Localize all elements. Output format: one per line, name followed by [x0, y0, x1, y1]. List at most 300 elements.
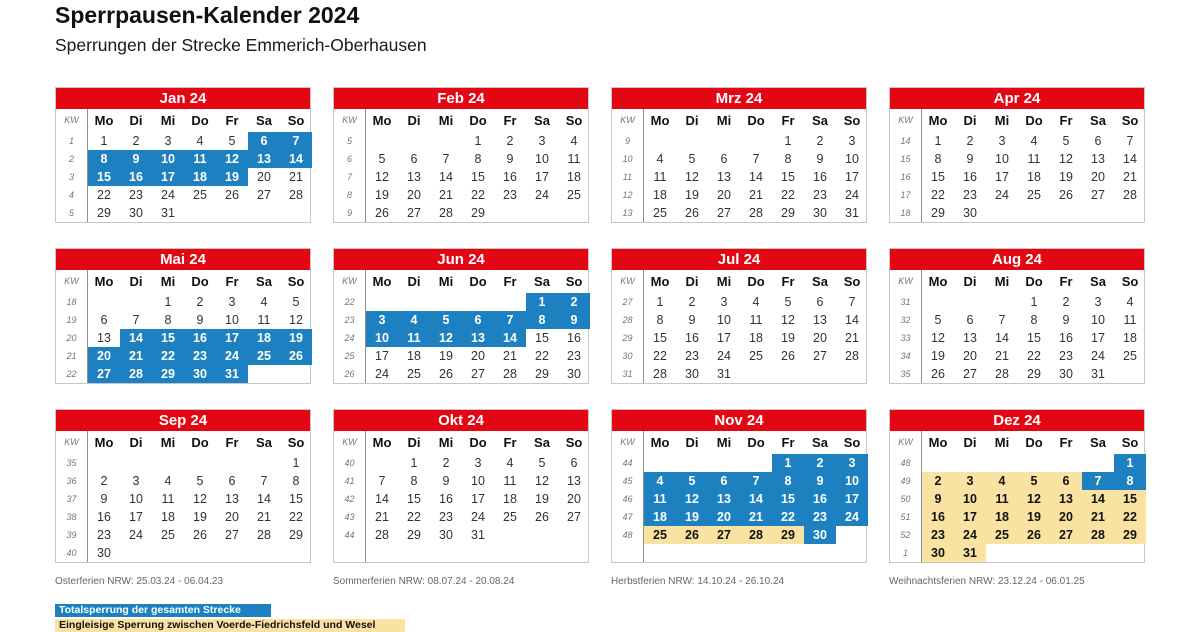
week-number — [334, 544, 366, 562]
week-number: 1 — [890, 544, 922, 562]
day-cell-single-track-closure: 23 — [922, 526, 954, 544]
day-cell — [922, 293, 954, 311]
day-cell: 24 — [129, 528, 143, 543]
weekday-header: Mo — [94, 435, 114, 451]
day-cell: 9 — [688, 313, 696, 328]
day-cell — [740, 132, 772, 150]
day-cell: 3 — [132, 474, 140, 489]
day-cell: 12 — [193, 492, 207, 507]
day-cell: 30 — [813, 206, 827, 221]
day-cell — [708, 544, 740, 562]
kw-column-header: KW — [56, 270, 88, 293]
weekday-header: Di — [685, 435, 699, 451]
day-cell — [644, 454, 676, 472]
day-cell: 28 — [503, 367, 517, 382]
day-cell: 15 — [407, 492, 421, 507]
kw-column-header: KW — [890, 431, 922, 454]
month-title: Dez 24 — [890, 410, 1144, 431]
weekday-header: So — [287, 274, 305, 290]
day-cell-total-closure: 14 — [120, 329, 152, 347]
weekday-header: Fr — [781, 113, 795, 129]
day-cell: 25 — [503, 510, 517, 525]
day-cell — [954, 454, 986, 472]
day-cell — [1018, 544, 1050, 562]
weekday-header: Sa — [812, 113, 828, 129]
day-cell: 13 — [97, 331, 111, 346]
day-cell: 3 — [848, 134, 856, 149]
day-cell — [366, 293, 398, 311]
day-cell: 9 — [506, 152, 514, 167]
legend — [55, 604, 1145, 632]
day-cell: 31 — [1091, 367, 1105, 382]
day-cell-total-closure: 19 — [280, 329, 312, 347]
day-cell: 11 — [567, 152, 581, 167]
day-cell-total-closure: 12 — [216, 150, 248, 168]
weekday-header: Mo — [928, 435, 948, 451]
day-cell: 21 — [375, 510, 389, 525]
day-cell-total-closure: 12 — [676, 490, 708, 508]
day-cell: 8 — [934, 152, 942, 167]
week-number: 38 — [56, 508, 88, 526]
day-cell — [1114, 204, 1146, 222]
weekday-header: Mo — [372, 113, 392, 129]
day-cell-total-closure: 13 — [248, 150, 280, 168]
day-cell — [1082, 204, 1114, 222]
page-subtitle: Sperrungen der Strecke Emmerich-Oberhausen — [55, 35, 427, 56]
day-cell: 30 — [685, 367, 699, 382]
day-cell — [836, 365, 868, 383]
week-number: 16 — [890, 168, 922, 186]
day-cell — [1018, 454, 1050, 472]
day-cell — [986, 293, 1018, 311]
week-number: 50 — [890, 490, 922, 508]
day-cell-total-closure: 28 — [120, 365, 152, 383]
day-cell: 15 — [781, 170, 795, 185]
day-cell: 28 — [375, 528, 389, 543]
day-cell: 30 — [439, 528, 453, 543]
day-cell: 21 — [1123, 170, 1137, 185]
week-number: 44 — [612, 454, 644, 472]
day-cell-single-track-closure: 17 — [954, 508, 986, 526]
day-cell — [676, 454, 708, 472]
day-cell-total-closure: 2 — [558, 293, 590, 311]
weekday-header: Fr — [781, 435, 795, 451]
day-cell — [772, 544, 804, 562]
weekday-header: Mi — [438, 113, 454, 129]
month-day-grid — [334, 270, 588, 383]
day-cell — [676, 132, 708, 150]
weekday-header: Mo — [94, 274, 114, 290]
day-cell-single-track-closure: 9 — [922, 490, 954, 508]
day-cell-total-closure: 18 — [248, 329, 280, 347]
day-cell — [248, 454, 280, 472]
day-cell: 19 — [685, 188, 699, 203]
day-cell: 6 — [816, 295, 824, 310]
day-cell: 28 — [257, 528, 271, 543]
day-cell: 18 — [1123, 331, 1137, 346]
day-cell: 13 — [407, 170, 421, 185]
day-cell: 21 — [749, 188, 763, 203]
day-cell-total-closure: 11 — [398, 329, 430, 347]
day-cell — [740, 544, 772, 562]
day-cell: 2 — [966, 134, 974, 149]
day-cell: 16 — [963, 170, 977, 185]
day-cell: 1 — [292, 456, 300, 471]
day-cell-total-closure: 5 — [676, 472, 708, 490]
day-cell: 6 — [100, 313, 108, 328]
week-number: 1 — [56, 132, 88, 150]
day-cell: 21 — [503, 349, 517, 364]
day-cell: 3 — [538, 134, 546, 149]
day-cell: 28 — [749, 206, 763, 221]
week-number: 32 — [890, 311, 922, 329]
day-cell: 7 — [442, 152, 450, 167]
weekday-header: Sa — [1090, 113, 1106, 129]
week-number: 8 — [334, 186, 366, 204]
day-cell-total-closure: 18 — [644, 508, 676, 526]
day-cell: 19 — [375, 188, 389, 203]
weekday-header: Do — [1025, 113, 1043, 129]
day-cell: 4 — [260, 295, 268, 310]
day-cell: 3 — [1094, 295, 1102, 310]
weekday-header: Fr — [225, 435, 239, 451]
day-cell-total-closure: 10 — [836, 472, 868, 490]
week-number: 9 — [334, 204, 366, 222]
day-cell: 9 — [816, 152, 824, 167]
day-cell — [1018, 204, 1050, 222]
day-cell: 1 — [410, 456, 418, 471]
month-day-grid — [334, 109, 588, 222]
week-number: 17 — [890, 186, 922, 204]
day-cell: 5 — [292, 295, 300, 310]
week-number: 34 — [890, 347, 922, 365]
day-cell: 4 — [1126, 295, 1134, 310]
week-number: 45 — [612, 472, 644, 490]
weekday-header: Mi — [994, 274, 1010, 290]
weekday-header: Fr — [225, 113, 239, 129]
day-cell: 29 — [97, 206, 111, 221]
day-cell-total-closure: 17 — [836, 490, 868, 508]
day-cell: 25 — [193, 188, 207, 203]
day-cell: 15 — [653, 331, 667, 346]
day-cell: 6 — [966, 313, 974, 328]
day-cell-total-closure: 5 — [430, 311, 462, 329]
weekday-header: Di — [963, 274, 977, 290]
month-day-grid — [612, 270, 866, 383]
day-cell: 26 — [781, 349, 795, 364]
day-cell: 1 — [100, 134, 108, 149]
weekday-header: Mo — [928, 113, 948, 129]
week-number: 51 — [890, 508, 922, 526]
month-title: Nov 24 — [612, 410, 866, 431]
weekday-header: Mi — [160, 113, 176, 129]
day-cell: 20 — [225, 510, 239, 525]
day-cell: 14 — [257, 492, 271, 507]
day-cell — [184, 454, 216, 472]
day-cell: 1 — [784, 134, 792, 149]
day-cell: 25 — [567, 188, 581, 203]
day-cell — [526, 204, 558, 222]
day-cell-total-closure: 23 — [184, 347, 216, 365]
day-cell: 12 — [535, 474, 549, 489]
day-cell — [708, 132, 740, 150]
day-cell-single-track-closure: 27 — [708, 526, 740, 544]
day-cell — [216, 204, 248, 222]
day-cell-total-closure: 19 — [676, 508, 708, 526]
day-cell: 12 — [1059, 152, 1073, 167]
day-cell-single-track-closure: 14 — [1082, 490, 1114, 508]
day-cell: 23 — [567, 349, 581, 364]
month-day-grid — [890, 109, 1144, 222]
day-cell: 24 — [717, 349, 731, 364]
month-title: Apr 24 — [890, 88, 1144, 109]
day-cell: 16 — [1059, 331, 1073, 346]
day-cell: 2 — [100, 474, 108, 489]
day-cell-single-track-closure: 26 — [676, 526, 708, 544]
day-cell: 8 — [164, 313, 172, 328]
day-cell: 23 — [963, 188, 977, 203]
week-number: 35 — [56, 454, 88, 472]
weekday-header: Mi — [716, 274, 732, 290]
month-calendar-nov-24 — [611, 409, 867, 563]
day-cell: 5 — [378, 152, 386, 167]
day-cell: 29 — [289, 528, 303, 543]
weekday-header: Fr — [503, 274, 517, 290]
day-cell-total-closure: 16 — [184, 329, 216, 347]
day-cell: 1 — [474, 134, 482, 149]
day-cell: 13 — [225, 492, 239, 507]
day-cell: 14 — [375, 492, 389, 507]
day-cell: 22 — [781, 188, 795, 203]
day-cell — [644, 544, 676, 562]
month-title: Mai 24 — [56, 249, 310, 270]
kw-column-header: KW — [612, 109, 644, 132]
day-cell — [494, 293, 526, 311]
month-calendar-sep-24 — [55, 409, 311, 563]
day-cell — [804, 544, 836, 562]
day-cell: 31 — [845, 206, 859, 221]
day-cell: 17 — [129, 510, 143, 525]
week-number: 28 — [612, 311, 644, 329]
day-cell: 21 — [995, 349, 1009, 364]
day-cell-total-closure: 26 — [280, 347, 312, 365]
day-cell-total-closure: 19 — [216, 168, 248, 186]
month-day-grid — [56, 270, 310, 383]
day-cell: 1 — [1030, 295, 1038, 310]
day-cell-total-closure: 13 — [708, 490, 740, 508]
day-cell: 11 — [1123, 313, 1137, 328]
day-cell: 28 — [289, 188, 303, 203]
day-cell-single-track-closure: 20 — [1050, 508, 1082, 526]
day-cell: 10 — [129, 492, 143, 507]
week-number: 33 — [890, 329, 922, 347]
weekday-header: Mo — [372, 274, 392, 290]
weekday-header: Fr — [781, 274, 795, 290]
legend-single-closure: Eingleisige Sperrung zwischen Voerde-Fiedrichsfeld und Wesel — [55, 619, 405, 632]
day-cell — [1050, 544, 1082, 562]
weekday-header: Mi — [160, 274, 176, 290]
day-cell: 24 — [995, 188, 1009, 203]
day-cell-total-closure: 8 — [526, 311, 558, 329]
day-cell: 24 — [1091, 349, 1105, 364]
day-cell-total-closure: 3 — [836, 454, 868, 472]
day-cell: 1 — [656, 295, 664, 310]
day-cell: 14 — [439, 170, 453, 185]
day-cell — [740, 454, 772, 472]
day-cell: 26 — [931, 367, 945, 382]
day-cell: 30 — [567, 367, 581, 382]
week-number: 2 — [56, 150, 88, 168]
month-title: Jan 24 — [56, 88, 310, 109]
day-cell — [398, 293, 430, 311]
day-cell — [430, 132, 462, 150]
day-cell: 7 — [752, 152, 760, 167]
weekday-header: Di — [129, 435, 143, 451]
day-cell: 13 — [717, 170, 731, 185]
day-cell — [836, 544, 868, 562]
day-cell: 27 — [963, 367, 977, 382]
day-cell: 8 — [292, 474, 300, 489]
week-number: 24 — [334, 329, 366, 347]
week-number: 41 — [334, 472, 366, 490]
weekday-header: Do — [469, 274, 487, 290]
week-number: 10 — [612, 150, 644, 168]
weekday-header: Do — [469, 113, 487, 129]
day-cell — [248, 544, 280, 562]
weekday-header: Sa — [256, 435, 272, 451]
day-cell-total-closure: 8 — [88, 150, 120, 168]
day-cell-total-closure: 15 — [152, 329, 184, 347]
day-cell — [280, 204, 312, 222]
day-cell: 7 — [132, 313, 140, 328]
weekday-header: So — [1121, 274, 1139, 290]
day-cell-single-track-closure: 25 — [986, 526, 1018, 544]
day-cell: 22 — [653, 349, 667, 364]
weekday-header: Mo — [928, 274, 948, 290]
kw-column-header: KW — [56, 109, 88, 132]
week-number: 4 — [56, 186, 88, 204]
week-number: 25 — [334, 347, 366, 365]
day-cell: 12 — [781, 313, 795, 328]
month-title: Okt 24 — [334, 410, 588, 431]
day-cell: 17 — [1091, 331, 1105, 346]
day-cell: 17 — [845, 170, 859, 185]
day-cell: 20 — [407, 188, 421, 203]
weekday-header: Do — [469, 435, 487, 451]
week-number: 52 — [890, 526, 922, 544]
day-cell-total-closure: 24 — [836, 508, 868, 526]
day-cell: 3 — [720, 295, 728, 310]
day-cell: 3 — [474, 456, 482, 471]
weekday-header: Mo — [372, 435, 392, 451]
day-cell — [836, 526, 868, 544]
weekday-header: Fr — [503, 435, 517, 451]
weekday-header: Fr — [1059, 435, 1073, 451]
weekday-header: Fr — [1059, 274, 1073, 290]
day-cell — [1082, 544, 1114, 562]
day-cell: 20 — [567, 492, 581, 507]
day-cell-single-track-closure: 21 — [1082, 508, 1114, 526]
day-cell-total-closure: 30 — [184, 365, 216, 383]
day-cell — [120, 544, 152, 562]
day-cell-single-track-closure: 18 — [986, 508, 1018, 526]
day-cell: 20 — [257, 170, 271, 185]
weekday-header: So — [287, 435, 305, 451]
day-cell — [986, 544, 1018, 562]
day-cell: 16 — [567, 331, 581, 346]
day-cell: 26 — [225, 188, 239, 203]
weekday-header: Sa — [1090, 435, 1106, 451]
day-cell-total-closure: 18 — [184, 168, 216, 186]
holiday-note: Herbstferien NRW: 14.10.24 - 26.10.24 — [611, 576, 785, 588]
day-cell — [152, 454, 184, 472]
month-day-grid — [56, 431, 310, 562]
day-cell — [152, 544, 184, 562]
day-cell-single-track-closure: 13 — [1050, 490, 1082, 508]
day-cell-total-closure: 24 — [216, 347, 248, 365]
day-cell — [216, 454, 248, 472]
week-number: 7 — [334, 168, 366, 186]
day-cell-single-track-closure: 31 — [954, 544, 986, 562]
day-cell: 4 — [1030, 134, 1038, 149]
week-number: 22 — [334, 293, 366, 311]
day-cell-total-closure: 7 — [740, 472, 772, 490]
day-cell-single-track-closure: 11 — [986, 490, 1018, 508]
day-cell — [120, 454, 152, 472]
day-cell: 4 — [164, 474, 172, 489]
day-cell: 18 — [749, 331, 763, 346]
day-cell-single-track-closure: 6 — [1050, 472, 1082, 490]
week-number: 40 — [334, 454, 366, 472]
month-day-grid — [612, 431, 866, 562]
day-cell: 31 — [161, 206, 175, 221]
day-cell — [184, 204, 216, 222]
day-cell: 8 — [474, 152, 482, 167]
day-cell-total-closure: 4 — [398, 311, 430, 329]
week-number: 3 — [56, 168, 88, 186]
day-cell — [462, 544, 494, 562]
weekday-header: Mi — [716, 435, 732, 451]
weekday-header: Do — [191, 274, 209, 290]
day-cell: 15 — [471, 170, 485, 185]
weekday-header: Do — [747, 274, 765, 290]
week-number: 9 — [612, 132, 644, 150]
day-cell: 10 — [471, 474, 485, 489]
day-cell: 4 — [506, 456, 514, 471]
day-cell: 22 — [97, 188, 111, 203]
week-number: 18 — [890, 204, 922, 222]
day-cell: 30 — [1059, 367, 1073, 382]
day-cell-total-closure: 8 — [1114, 472, 1146, 490]
day-cell: 18 — [161, 510, 175, 525]
day-cell: 7 — [378, 474, 386, 489]
day-cell: 22 — [931, 188, 945, 203]
day-cell: 17 — [375, 349, 389, 364]
weekday-header: Mo — [650, 435, 670, 451]
day-cell-total-closure: 16 — [804, 490, 836, 508]
week-number: 11 — [612, 168, 644, 186]
day-cell-total-closure: 6 — [462, 311, 494, 329]
day-cell: 18 — [407, 349, 421, 364]
day-cell: 18 — [653, 188, 667, 203]
weekday-header: So — [1121, 113, 1139, 129]
day-cell — [366, 544, 398, 562]
weekday-header: Mo — [94, 113, 114, 129]
month-title: Feb 24 — [334, 88, 588, 109]
day-cell: 26 — [439, 367, 453, 382]
day-cell-total-closure: 7 — [494, 311, 526, 329]
day-cell: 14 — [845, 313, 859, 328]
